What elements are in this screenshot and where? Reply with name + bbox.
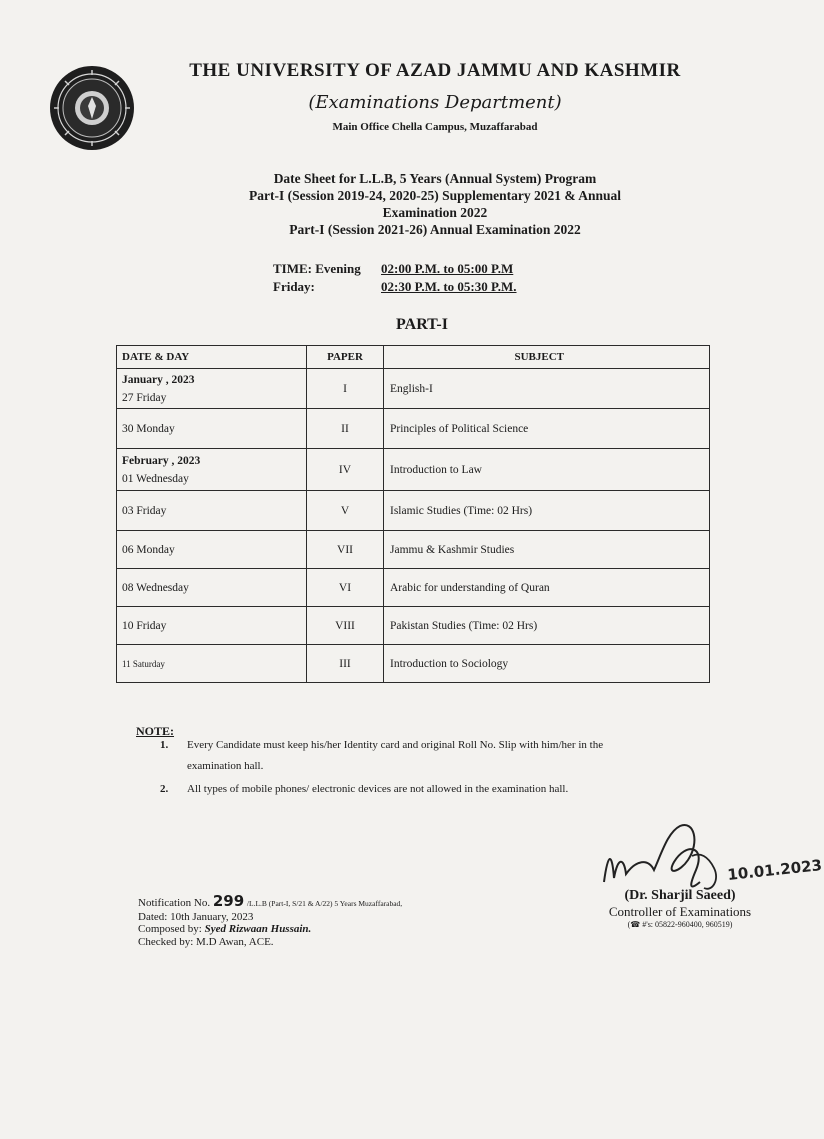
subject-cell: Islamic Studies (Time: 02 Hrs) xyxy=(384,491,710,531)
day-label: 30 Monday xyxy=(122,422,175,435)
evening-time-value: 02:00 P.M. to 05:00 P.M xyxy=(381,261,514,276)
paper-cell: VIII xyxy=(307,607,384,645)
date-cell xyxy=(117,491,307,531)
day-label: 27 Friday xyxy=(122,391,167,404)
date-sheet-title xyxy=(180,170,690,238)
table-row xyxy=(117,369,710,409)
title-line-2: Part-I (Session 2019-24, 2020-25) Supplementary 2021 & Annual xyxy=(248,188,621,203)
friday-time-value: 02:30 P.M. to 05:30 P.M. xyxy=(381,279,517,294)
composed-name: Syed Rizwaan Hussain. xyxy=(204,923,312,935)
table-header-row xyxy=(117,346,710,369)
date-cell xyxy=(117,569,307,607)
table-row xyxy=(117,449,710,491)
note-text: Every Candidate must keep his/her Identity card and original Roll No. Slip with him/her in the xyxy=(187,739,604,751)
title-line-1: Date Sheet for L.L.B, 5 Years (Annual System) Program xyxy=(273,171,597,186)
note-item xyxy=(160,735,603,777)
signature-date: 10.01.2023 xyxy=(726,856,823,884)
subject-cell: Principles of Political Science xyxy=(384,409,710,449)
university-seal-icon xyxy=(48,64,136,152)
date-cell xyxy=(117,409,307,449)
paper-cell: III xyxy=(307,645,384,683)
paper-cell: VI xyxy=(307,569,384,607)
note-item xyxy=(160,779,568,800)
day-label: 10 Friday xyxy=(122,619,167,632)
campus-address: Main Office Chella Campus, Muzaffarabad xyxy=(332,121,538,133)
table-row xyxy=(117,645,710,683)
paper-cell: IV xyxy=(307,449,384,491)
composed-label: Composed by: xyxy=(138,923,202,935)
note-number: 1. xyxy=(160,739,169,751)
department-name: (Examinations Department) xyxy=(308,92,562,113)
month-label: January , 2023 xyxy=(122,373,195,386)
date-cell xyxy=(117,531,307,569)
notification-label: Notification No. xyxy=(138,897,211,909)
signatory-block xyxy=(585,888,775,929)
subject-cell: Pakistan Studies (Time: 02 Hrs) xyxy=(384,607,710,645)
day-label: 01 Wednesday xyxy=(122,472,189,485)
notes-heading: NOTE: xyxy=(136,724,175,738)
day-label: 06 Monday xyxy=(122,543,175,556)
date-cell xyxy=(117,369,307,409)
dated-line: Dated: 10th January, 2023 xyxy=(138,910,254,923)
subject-cell: Introduction to Law xyxy=(384,449,710,491)
evening-time-label: TIME: Evening xyxy=(273,261,361,276)
paper-cell: VII xyxy=(307,531,384,569)
title-line-3: Examination 2022 xyxy=(382,205,488,220)
date-cell xyxy=(117,645,307,683)
table-row xyxy=(117,607,710,645)
subject-cell: English-I xyxy=(384,369,710,409)
friday-time-label: Friday: xyxy=(273,279,315,294)
subject-cell: Introduction to Sociology xyxy=(384,645,710,683)
subject-cell: Arabic for understanding of Quran xyxy=(384,569,710,607)
checked-line: Checked by: M.D Awan, ACE. xyxy=(138,935,274,948)
exam-timing xyxy=(273,260,517,296)
exam-schedule-table xyxy=(116,345,710,683)
signatory-phone: (☎ #'s: 05822-960400, 960519) xyxy=(627,920,733,929)
table-row xyxy=(117,409,710,449)
paper-column-header: PAPER xyxy=(307,346,384,369)
university-name: THE UNIVERSITY OF AZAD JAMMU AND KASHMIR xyxy=(189,60,681,81)
subject-cell: Jammu & Kashmir Studies xyxy=(384,531,710,569)
note-number: 2. xyxy=(160,783,169,795)
table-row xyxy=(117,569,710,607)
notification-details xyxy=(138,892,403,948)
notification-number: 299 xyxy=(212,892,245,910)
notification-reference: /L.L.B (Part-I, S/21 & A/22) 5 Years Muzaffarabad, xyxy=(246,899,403,908)
signatory-name: (Dr. Sharjil Saeed) xyxy=(624,888,736,903)
paper-cell: I xyxy=(307,369,384,409)
month-label: February , 2023 xyxy=(122,454,201,467)
title-line-4: Part-I (Session 2021-26) Annual Examination 2022 xyxy=(289,222,581,237)
subject-column-header: SUBJECT xyxy=(384,346,710,369)
paper-cell: V xyxy=(307,491,384,531)
date-cell xyxy=(117,449,307,491)
date-column-header: DATE & DAY xyxy=(117,346,307,369)
note-text: All types of mobile phones/ electronic devices are not allowed in the examination hall. xyxy=(187,783,569,795)
table-row xyxy=(117,491,710,531)
day-label: 03 Friday xyxy=(122,504,167,517)
day-label: 08 Wednesday xyxy=(122,581,189,594)
table-row xyxy=(117,531,710,569)
day-label: 11 Saturday xyxy=(122,658,165,669)
date-cell xyxy=(117,607,307,645)
paper-cell: II xyxy=(307,409,384,449)
signatory-title: Controller of Examinations xyxy=(608,904,752,919)
part-heading: PART-I xyxy=(396,316,448,333)
note-text-continued: examination hall. xyxy=(187,760,264,772)
